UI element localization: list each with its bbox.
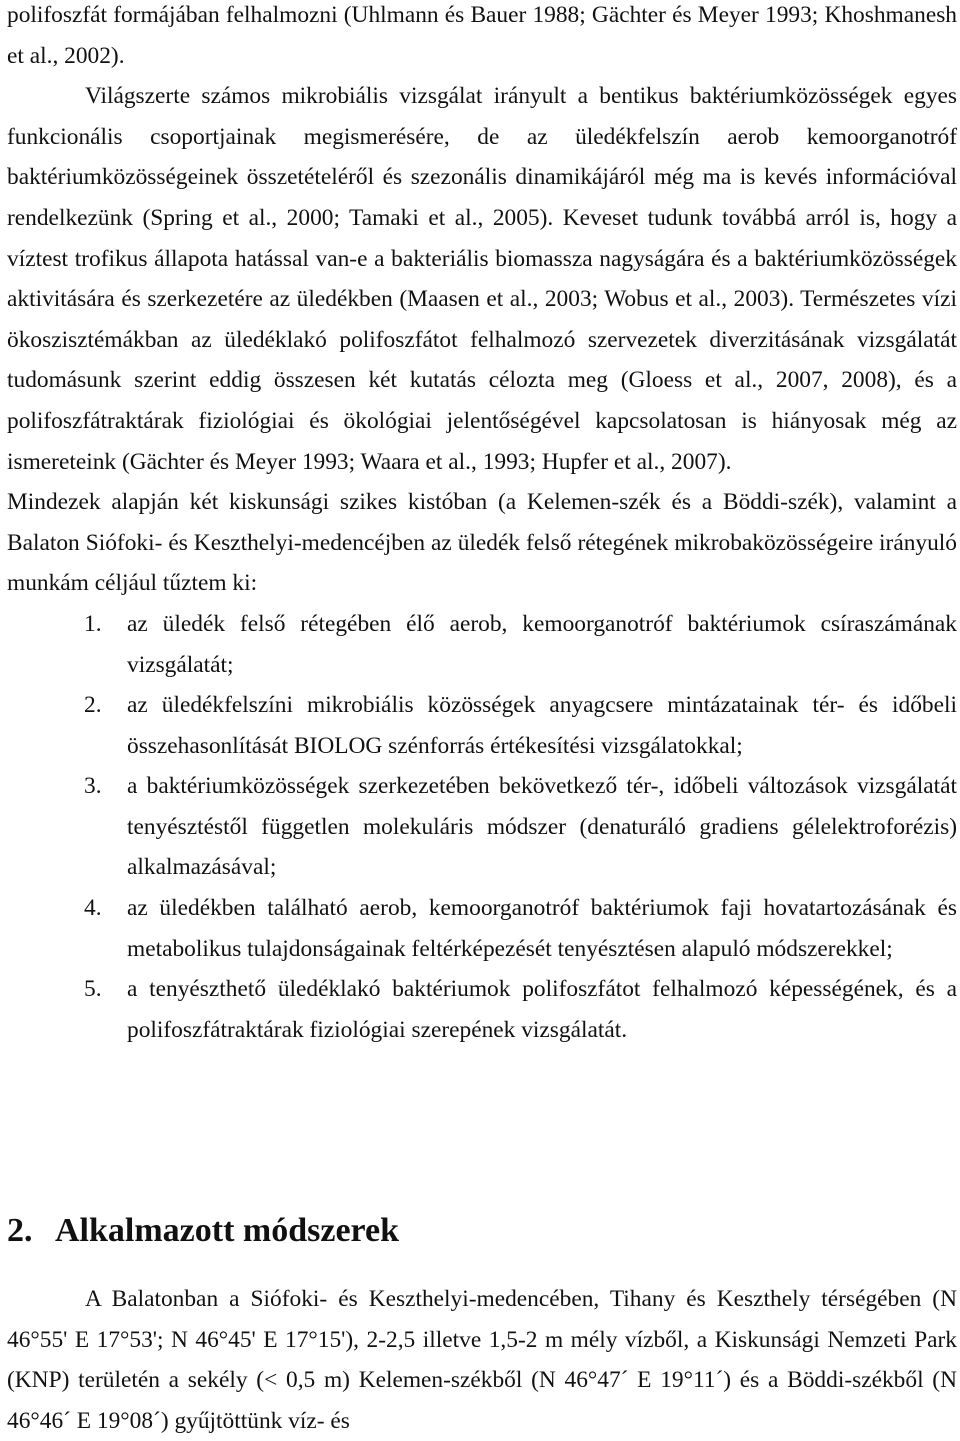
list-item-number: 3.: [84, 773, 102, 800]
list-item-text: az üledékfelszíni mikrobiális közösségek anyagcsere mintázatainak tér- és időbeli összehasonlítását BIOLOG szénforrás értékesítési vizsgálatokkal;: [127, 692, 957, 759]
list-item-text: az üledék felső rétegében élő aerob, kemoorganotróf baktériumok csíraszámának vizsgálatát;: [127, 610, 957, 678]
list-item-number: 5.: [84, 976, 102, 1003]
list-item: [7, 888, 957, 969]
list-item-text: az üledékben található aerob, kemoorganotróf baktériumok faji hovatartozásának és metabolikus tulajdonságainak feltérképezését tenyésztésen alapuló módszerekkel;: [127, 895, 957, 962]
document-page: [7, 0, 957, 1050]
list-item-text: a tenyészthető üledéklakó baktériumok polifoszfátot felhalmozó képességének, és a polifoszfátraktárak fiziológiai szerepének vizsgálatát.: [127, 976, 957, 1043]
aims-intro-paragraph: Mindezek alapján két kiskunsági szikes kistóban (a Kelemen-szék és a Böddi-szék), valamint a Balaton Siófoki- és Keszthelyi-medencéjben az üledék felső rétegének mikrobaközösségeire irányuló munkám céljául tűztem ki:: [7, 489, 957, 597]
methods-paragraph: A Balatonban a Siófoki- és Keszthelyi-medencében, Tihany és Keszthely térségében (N 46°55' E 17°53'; N 46°45' E 17°15'), 2-2,5 illetve 1,5-2 m mély vízből, a Kiskunsági Nemzeti Park (KNP) területén a sekély (< 0,5 m) Kelemen-székből (N 46°47´ E 19°11´) és a Böddi-székből (N 46°46´ E 19°08´) gyűjtöttünk víz- és: [7, 1286, 957, 1434]
list-item-number: 2.: [84, 692, 102, 719]
methods-section: [7, 1279, 957, 1441]
list-item: [7, 766, 957, 888]
section-number: 2.: [7, 1212, 33, 1249]
section-title: Alkalmazott módszerek: [55, 1212, 400, 1249]
section-heading: [7, 1212, 399, 1250]
intro-paragraph: Világszerte számos mikrobiális vizsgálat irányult a bentikus baktériumközösségek egyes funkcionális csoportjainak megismerésére, de az üledékfelszín aerob kemoorganotróf baktériumközösségeinek összetételéről és szezonális dinamikájáról még ma is kevés információval rendelkezünk (Spring et al., 2000; Tamaki et al., 2005). Keveset tudunk továbbá arról is, hogy a víztest trofikus állapota hatással van-e a bakteriális biomassza nagyságára és a baktériumközösségek aktivitására és szerkezetére az üledékben (Maasen et al., 2003; Wobus et al., 2003). Természetes vízi ökoszisztémákban az üledéklakó polifoszfátot felhalmozó szervezetek diverzitásának vizsgálatát tudomásunk szerint eddig összesen két kutatás célozta meg (Gloess et al., 2007, 2008), és a polifoszfátraktárak fiziológiai és ökológiai jelentőségével kapcsolatosan is hiányosak még az ismereteink (Gächter és Meyer 1993; Waara et al., 1993; Hupfer et al., 2007).: [7, 83, 957, 475]
list-item: [7, 604, 957, 685]
list-item: [7, 685, 957, 766]
aims-list: [7, 604, 957, 1051]
list-item-text: a baktériumközösségek szerkezetében bekövetkező tér-, időbeli változások vizsgálatát tenyésztéstől független molekuláris módszer (denaturáló gradiens gélelektroforézis) alkalmazásával;: [127, 773, 957, 881]
carry-over-text: polifoszfát formájában felhalmozni (Uhlmann és Bauer 1988; Gächter és Meyer 1993; Khoshmanesh et al., 2002).: [7, 2, 957, 69]
list-item-number: 4.: [84, 895, 102, 922]
list-item-number: 1.: [84, 610, 102, 637]
list-item: [7, 969, 957, 1050]
